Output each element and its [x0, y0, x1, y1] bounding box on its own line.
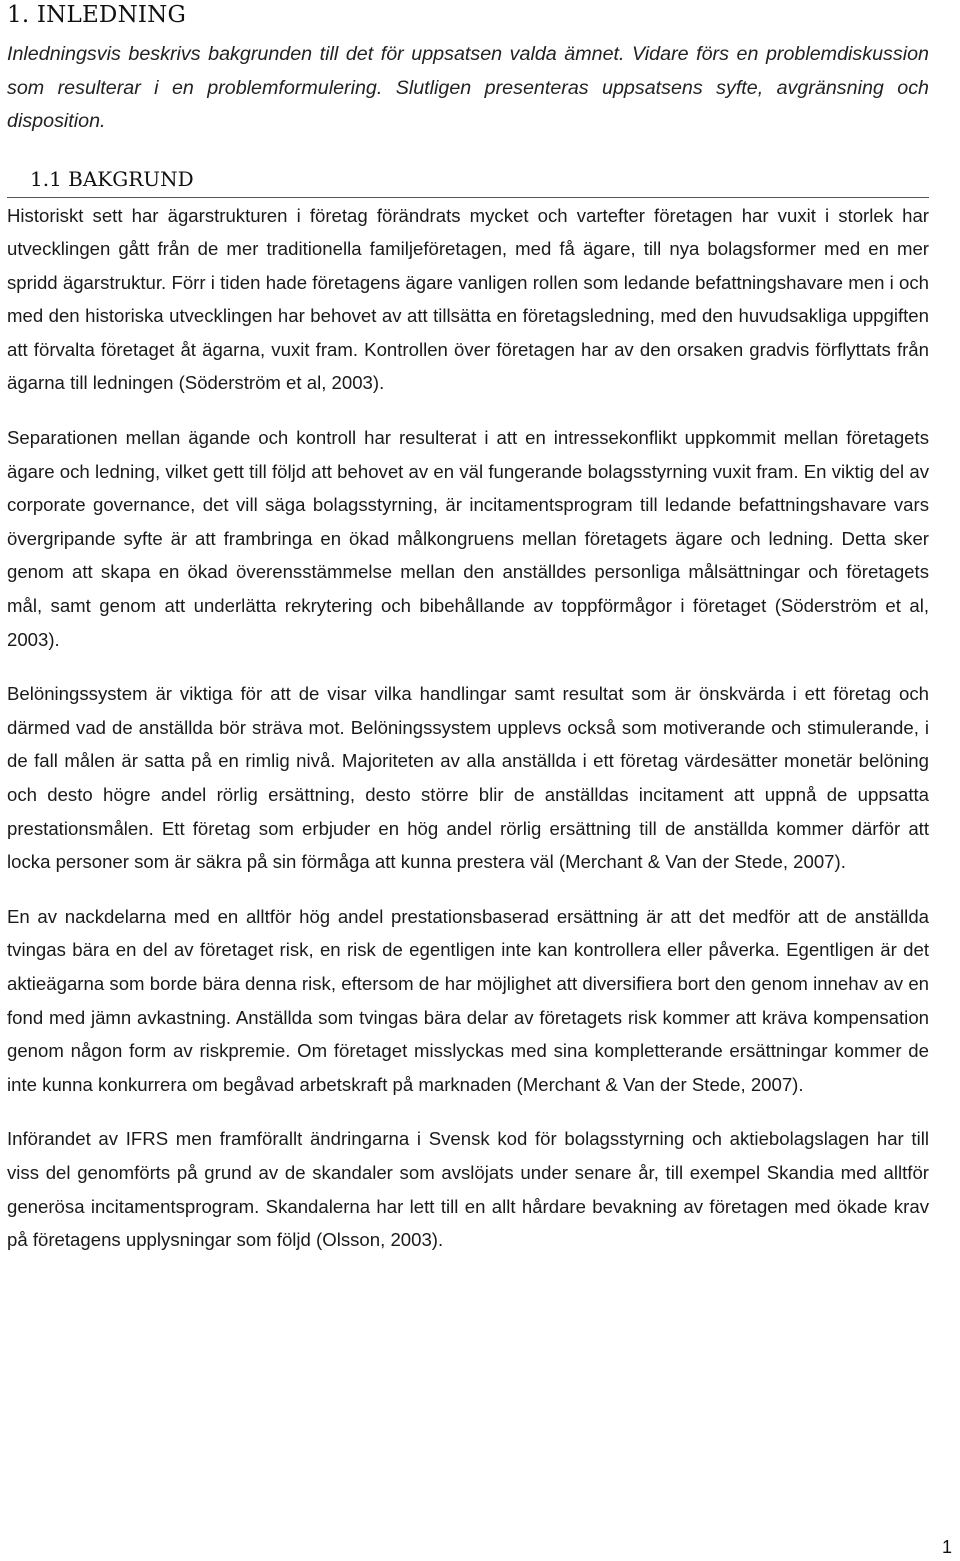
page-number: 1	[942, 1537, 953, 1557]
intro-paragraph: Inledningsvis beskrivs bakgrunden till det för uppsatsen valda ämnet. Vidare förs en problemdiskussion som resulterar i en problemformulering. Slutligen presenteras uppsatsens syfte, avgränsning och disposition.	[7, 43, 929, 132]
body-paragraph-1: Historiskt sett har ägarstrukturen i företag förändrats mycket och vartefter företagen har vuxit i storlek har utvecklingen gått från de mer traditionella familjeföretagen, med få ägare, till nya bolagsformer med en mer spridd ägarstruktur. Förr i tiden hade företagens ägare vanligen rollen som ledande befattningshavare men i och med den historiska utvecklingen har behovet av att tillsätta en företagsledning, med den huvudsakliga uppgiften att förvalta företaget åt ägarna, vuxit fram. Kontrollen över företagen har av den orsaken gradvis förflyttats från ägarna till ledningen (Söderström et al, 2003).	[7, 204, 929, 394]
body-paragraph-5: Införandet av IFRS men framförallt ändringarna i Svensk kod för bolagsstyrning och aktiebolagslagen har till viss del genomförts på grund av de skandaler som avslöjats under senare år, till exempel Skandia med alltför generösa incitamentsprogram. Skandalerna har lett till en allt hårdare bevakning av företagen med ökade krav på företagens upplysningar som följd (Olsson, 2003).	[7, 1128, 929, 1251]
chapter-heading: 1. INLEDNING	[7, 2, 187, 28]
body-paragraph-2: Separationen mellan ägande och kontroll har resulterat i att en intressekonflikt uppkommit mellan företagets ägare och ledning, vilket gett till följd att behovet av en väl fungerande bolagsstyrning vuxit fram. En viktig del av corporate governance, det vill säga bolagsstyrning, är incitamentsprogram till ledande befattningshavare vars övergripande syfte är att frambringa en ökad målkongruens mellan företagets ägare och ledning. Detta sker genom att skapa en ökad överensstämmelse mellan den anställdes personliga målsättningar och företagets mål, samt genom att underlätta rekrytering och bibehållande av toppförmågor i företaget (Söderström et al, 2003).	[7, 427, 929, 650]
body-paragraph-3: Belöningssystem är viktiga för att de visar vilka handlingar samt resultat som är önskvärda i ett företag och därmed vad de anställda bör sträva mot. Belöningssystem upplevs också som motiverande och stimulerande, i de fall målen är satta på en rimlig nivå. Majoriteten av alla anställda i ett företag värdesätter monetär belöning och desto högre andel rörlig ersättning, desto större blir de anställdas incitament att uppnå de uppsatta prestationsmålen. Ett företag som erbjuder en hög andel rörlig ersättning till de anställda kommer därför att locka personer som är säkra på sin förmåga att kunna prestera väl (Merchant & Van der Stede, 2007).	[7, 683, 929, 873]
heading-underline	[7, 197, 929, 198]
section-heading-block	[7, 166, 929, 192]
section-heading: 1.1 BAKGRUND	[30, 166, 194, 191]
body-paragraph-4: En av nackdelarna med en alltför hög andel prestationsbaserad ersättning är att det medför att de anställda tvingas bära en del av företaget risk, en risk de egentligen inte kan kontrollera eller påverka. Egentligen är det aktieägarna som borde bära denna risk, eftersom de har möjlighet att diversifiera bort den genom innehav av en fond med jämn avkastning. Anställda som tvingas bära delar av företagets risk kommer att kräva kompensation genom någon form av riskpremie. Om företaget misslyckas med sina kompletterande ersättningar kommer de inte kunna konkurrera om begåvad arbetskraft på marknaden (Merchant & Van der Stede, 2007).	[7, 905, 929, 1095]
document-page	[7, 0, 929, 1257]
